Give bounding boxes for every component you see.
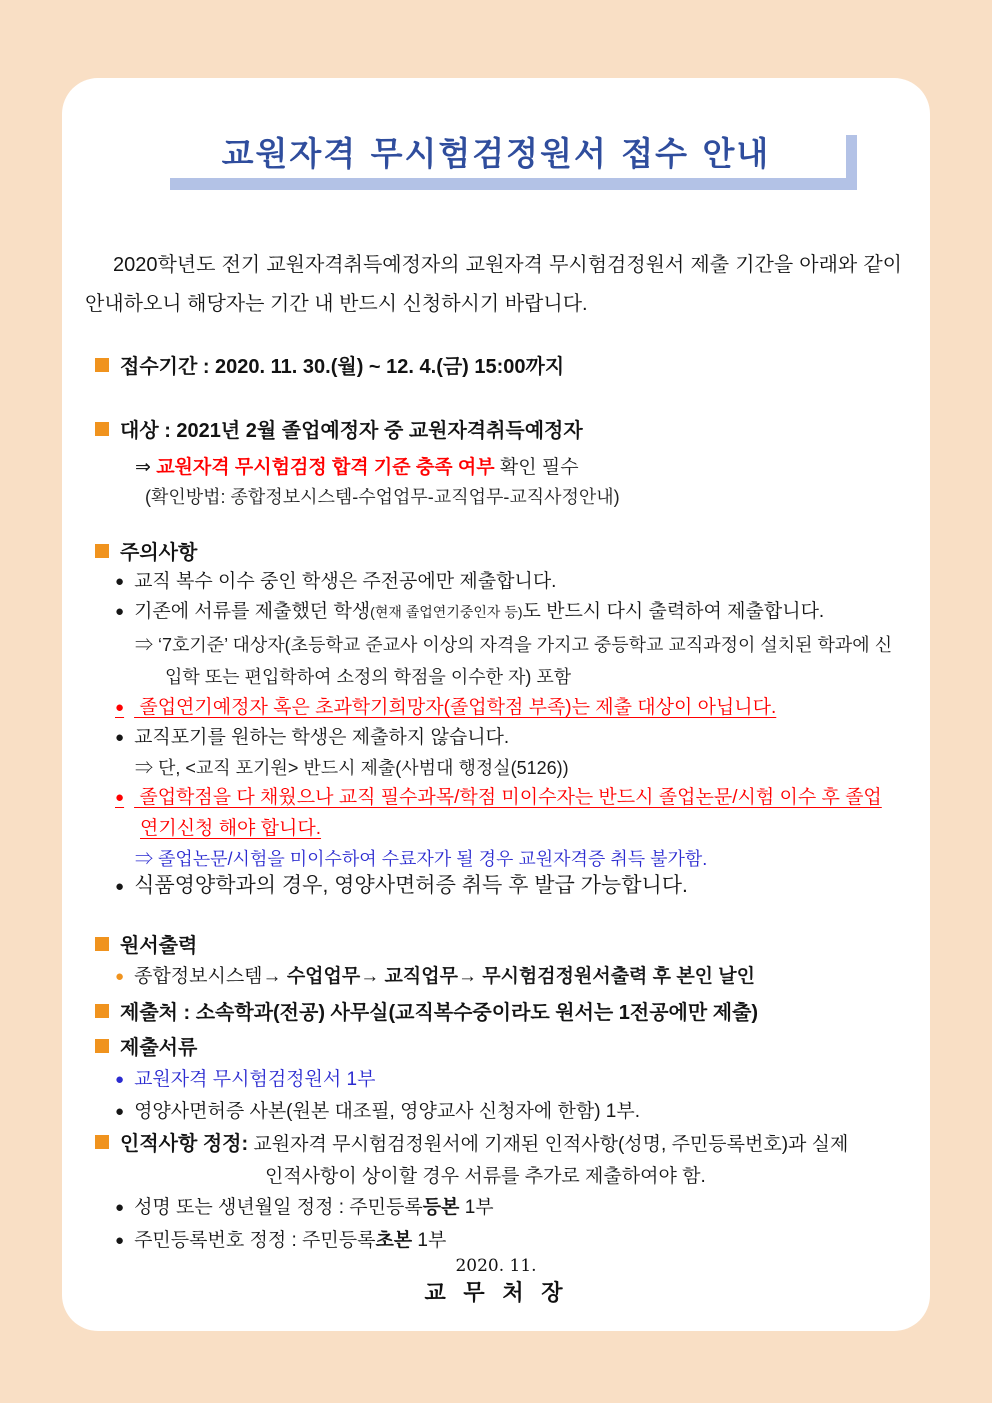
caution-item-4: [115, 723, 900, 752]
cautions-heading: 주의사항: [120, 542, 198, 564]
correction-item-1-pre: 성명 또는 생년월일 정정 : 주민등록: [134, 1197, 423, 1218]
target-heading: 대상 : 2021년 2월 졸업예정자 중 교원자격취득예정자: [120, 420, 583, 442]
caution-item-2-text: 기존에 서류를 제출했던 학생: [134, 601, 371, 622]
correction-item-2-pre: 주민등록번호 정정 : 주민등록: [134, 1230, 376, 1251]
document-item-1: [115, 1065, 900, 1094]
caution-item-1-text: 교직 복수 이수 중인 학생은 주전공에만 제출합니다.: [134, 571, 557, 592]
intro-paragraph: 2020학년도 전기 교원자격취득예정자의 교원자격 무시험검정원서 제출 기간을 아래와 같이 안내하오니 해당자는 기간 내 반드시 신청하시기 바랍니다.: [85, 254, 902, 315]
orange-square-bullet: [95, 1004, 109, 1018]
documents-heading: 제출서류: [120, 1037, 198, 1059]
correction-line2: 인적사항이 상이할 경우 서류를 추가로 제출하여야 함.: [265, 1166, 706, 1187]
reception-heading: 접수기간 : 2020. 11. 30.(월) ~ 12. 4.(금) 15:00까지: [120, 356, 565, 378]
correction-item-1-post: 1부: [459, 1197, 494, 1218]
orange-square-bullet: [95, 358, 109, 372]
dot-bullet: ●: [115, 603, 125, 620]
dot-bullet: ●: [115, 573, 125, 590]
correction-item-2-post: 1부: [412, 1230, 447, 1251]
section-reception-period: [95, 350, 905, 379]
orange-square-bullet: [95, 1039, 109, 1053]
caution-item-5-warning: [115, 782, 890, 844]
correction-label: 인적사항 정정:: [120, 1133, 249, 1155]
document-item-2-text: 영양사면허증 사본(원본 대조필, 영양교사 신청자에 한함) 1부.: [134, 1101, 641, 1122]
caution-item-6-text: 식품영양학과의 경우, 영양사면허증 취득 후 발급 가능합니다.: [134, 874, 688, 897]
caution-item-2-subnote-7ho: ⇒ ‘7호기준’ 대상자(초등학교 준교사 이상의 자격을 가지고 중등학교 교직과정이 설치된 학과에 신입학 또는 편입학하여 소정의 학점을 이수한 자) 포함: [135, 635, 893, 687]
document-item-1-text: 교원자격 무시험검정원서 1부: [134, 1069, 376, 1090]
dot-bullet: ●: [115, 1199, 125, 1216]
caution-item-4-text: 교직포기를 원하는 학생은 제출하지 않습니다.: [134, 727, 510, 748]
dot-bullet: ●: [115, 729, 125, 746]
caution-item-5-text: 졸업학점을 다 채웠으나 교직 필수과목/학점 미이수자는 반드시 졸업논문/시험 이수 후 졸업연기신청 해야 합니다.: [134, 787, 882, 839]
orange-square-bullet: [95, 544, 109, 558]
dot-bullet: ●: [115, 699, 125, 716]
caution-item-6: [115, 871, 900, 901]
footer-date: 2020. 11.: [455, 1256, 537, 1276]
correction-item-1-bold: 등본: [422, 1197, 460, 1218]
section-correction: [95, 1127, 905, 1156]
dot-bullet-blue: ●: [115, 1071, 125, 1088]
section-cautions: [95, 536, 905, 565]
submit-to-heading: 제출처 : 소속학과(전공) 사무실(교직복수중이라도 원서는 1전공에만 제출): [120, 1002, 759, 1024]
target-check-note: [135, 452, 895, 484]
dot-bullet-orange: ●: [115, 968, 125, 985]
dot-bullet: ●: [115, 1232, 125, 1249]
correction-item-2-bold: 초본: [375, 1230, 413, 1251]
print-path-bold: 수업업무→ 교직업무→ 무시험검정원서출력 후 본인 날인: [286, 966, 756, 987]
target-check-required-red: 교원자격 무시험검정 합격 기준 충족 여부: [156, 457, 495, 478]
correction-line1: 교원자격 무시험검정원서에 기재된 인적사항(성명, 주민등록번호)과 실제: [248, 1134, 849, 1155]
section-target: [95, 414, 905, 443]
caution-item-4-subnote-giveup: ⇒ 단, <교직 포기원> 반드시 제출(사범대 행정실(5126)): [135, 758, 569, 778]
footer-signer: 교 무 처 장: [424, 1280, 568, 1306]
section-documents: [95, 1031, 905, 1060]
caution-item-5-subnote-thesis: ⇒ 졸업논문/시험을 미이수하여 수료자가 될 경우 교원자격증 취득 불가함.: [135, 849, 708, 869]
orange-square-bullet: [95, 1135, 109, 1149]
notice-card: [62, 78, 930, 1331]
section-submit-to: [95, 996, 905, 1025]
caution-item-2-rest: 도 반드시 다시 출력하여 제출합니다.: [522, 601, 825, 622]
correction-item-1: [115, 1193, 900, 1222]
print-heading: 원서출력: [120, 935, 198, 957]
dot-bullet: ●: [115, 878, 125, 895]
target-check-required-black: 확인 필수: [494, 457, 579, 478]
caution-item-3-warning: [115, 693, 900, 722]
caution-item-1: [115, 567, 900, 596]
target-check-method: (확인방법: 종합정보시스템-수업업무-교직업무-교직사정안내): [145, 487, 620, 507]
caution-item-2: [115, 597, 900, 627]
print-path-note: [115, 962, 900, 991]
arrow-glyph: ⇒: [135, 457, 157, 478]
dot-bullet: ●: [115, 789, 125, 806]
orange-square-bullet: [95, 422, 109, 436]
section-print: [95, 929, 905, 958]
notice-title: 교원자격 무시험검정원서 접수 안내: [221, 134, 771, 173]
print-path-normal: 종합정보시스템→: [134, 966, 287, 987]
dot-bullet: ●: [115, 1103, 125, 1120]
caution-item-3-text: 졸업연기예정자 혹은 초과학기희망자(졸업학점 부족)는 제출 대상이 아닙니다.: [134, 697, 777, 718]
correction-item-2: [115, 1226, 900, 1255]
title-underline-bar: [170, 178, 846, 190]
orange-square-bullet: [95, 937, 109, 951]
caution-item-2-small-note: (현재 졸업연기중인자 등): [370, 604, 523, 620]
document-item-2: [115, 1097, 900, 1126]
